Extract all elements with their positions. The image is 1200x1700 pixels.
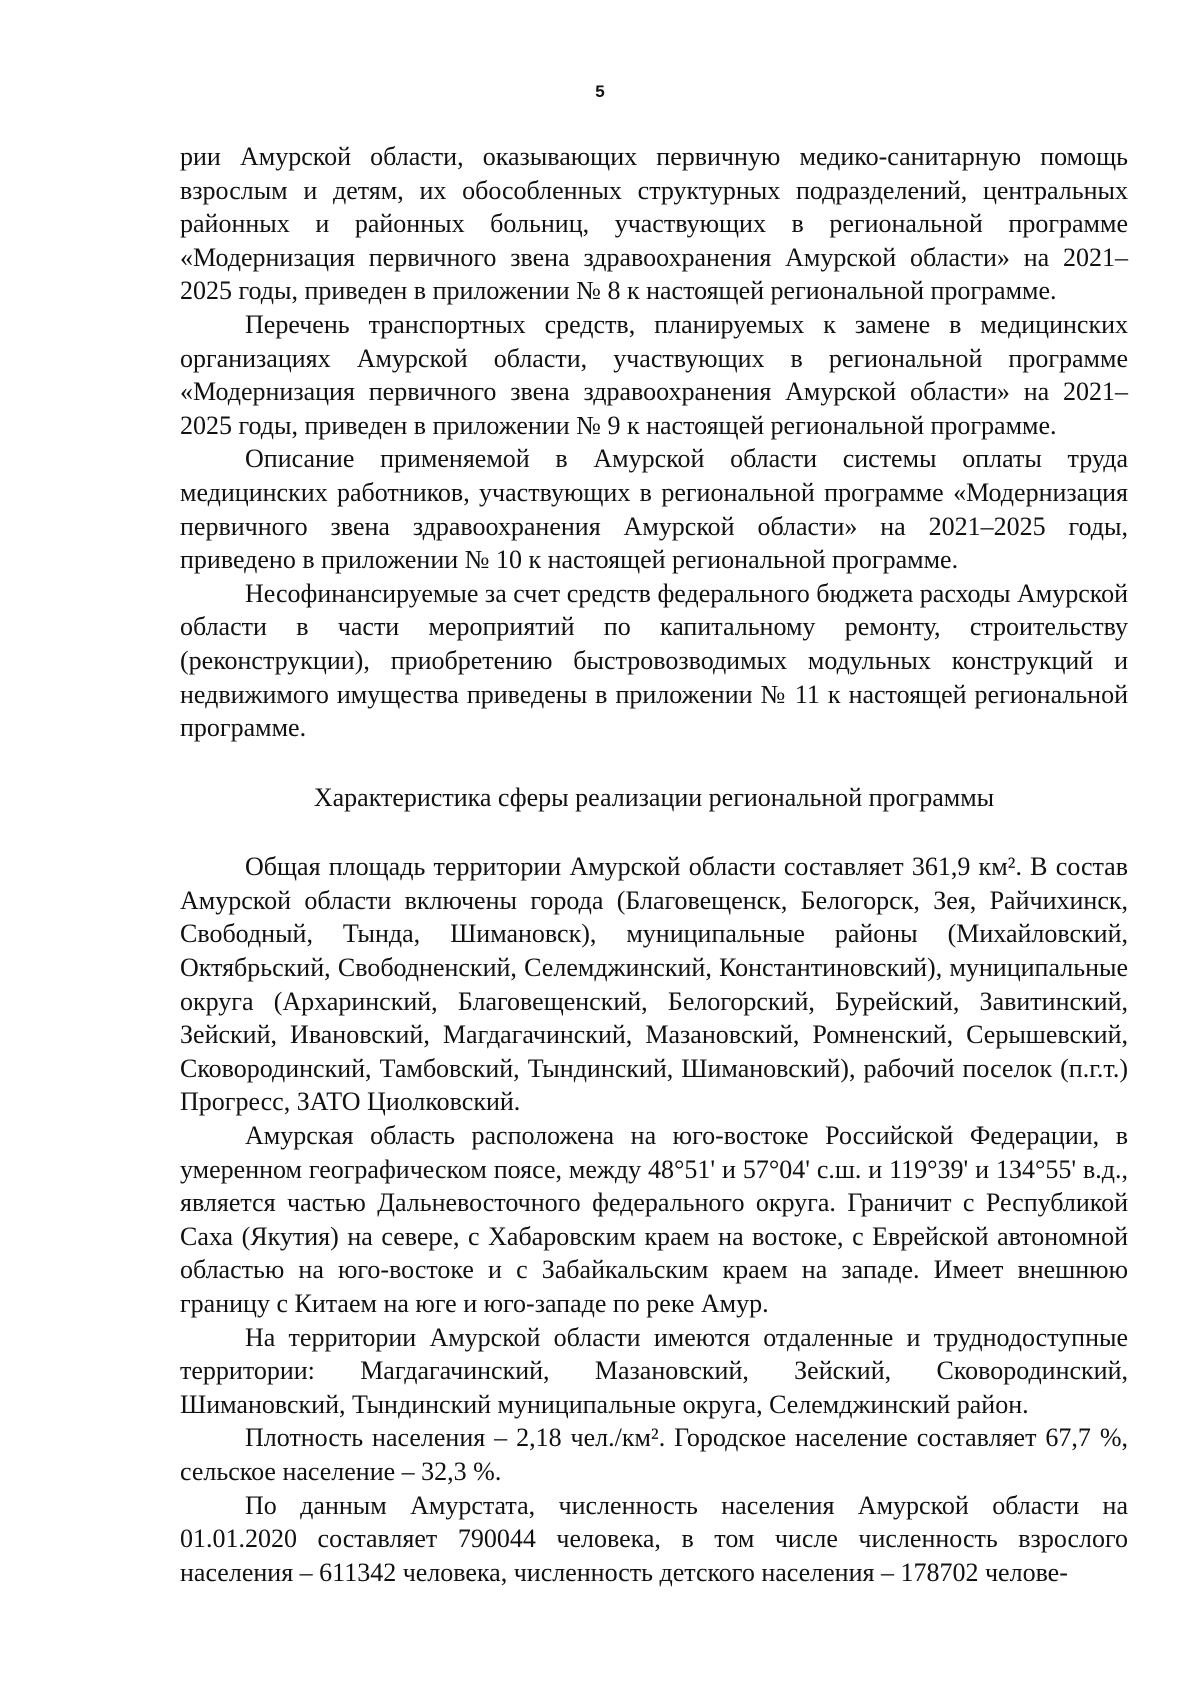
paragraph-territory: Общая площадь территории Амурской области составляет 361,9 км². В состав Амурской области включены города (Благовещенск, Белогорск, Зея, Райчихинск, Свободный, Тында, Шимановск), муниципальные районы (Михайловский, Октябрьский, Свободненский, Селемджинский, Константиновский), муниципальные округа (Архаринский, Благовещенский, Белогорский, Бурейский, Завитинский, Зейский, Ивановский, Магдагачинский, Мазановский, Ромненский, Серышевский, Сковородинский, Тамбовский, Тындинский, Шимановский), рабочий поселок (п.г.т.) Прогресс, ЗАТО Циолковский.	[180, 852, 1128, 1117]
paragraph-density: Плотность населения – 2,18 чел./км². Городское население составляет 67,7 %, сельское население – 32,3 %.	[180, 1423, 1128, 1486]
paragraph-continuation: рии Амурской области, оказывающих первичную медико-санитарную помощь взрослым и детям, их обособленных структурных подразделений, центральных районных и районных больниц, участвующих в региональной программе «Модернизация первичного звена здравоохранения Амурской области» на 2021–2025 годы, приведен в приложении № 8 к настоящей региональной программе.	[180, 142, 1128, 306]
paragraph-geography: Амурская область расположена на юго-востоке Российской Федерации, в умеренном географическом поясе, между 48°51' и 57°04' с.ш. и 119°39' и 134°55' в.д., является частью Дальневосточного федерального округа. Граничит с Республикой Саха (Якутия) на севере, с Хабаровским краем на востоке, с Еврейской автономной областью на юго-востоке и с Забайкальским краем на западе. Имеет внешнюю границу с Китаем на юге и юго-западе по реке Амур.	[180, 1121, 1128, 1318]
paragraph-population: По данным Амурстата, численность населения Амурской области на 01.01.2020 составляет 790044 человека, в том числе численность взрослого населения – 611342 человека, численность детского населения – 178702 челове-	[180, 1490, 1128, 1587]
section-heading: Характеристика сферы реализации региональной программы	[313, 782, 995, 812]
page-number: 5	[595, 82, 605, 101]
paragraph-transport-list: Перечень транспортных средств, планируемых к замене в медицинских организациях Амурской области, участвующих в региональной программе «Модернизация первичного звена здравоохранения Амурской области» на 2021–2025 годы, приведен в приложении № 9 к настоящей региональной программе.	[180, 309, 1128, 440]
document-body	[180, 140, 1128, 1589]
paragraph-payment-system: Описание применяемой в Амурской области системы оплаты труда медицинских работников, участвующих в региональной программе «Модернизация первичного звена здравоохранения Амурской области» на 2021–2025 годы, приведено в приложении № 10 к настоящей региональной программе.	[180, 444, 1128, 575]
paragraph-cofinancing: Несофинансируемые за счет средств федерального бюджета расходы Амурской области в части мероприятий по капитальному ремонту, строительству (реконструкции), приобретению быстровозводимых модульных конструкций и недвижимого имущества приведены в приложении № 11 к настоящей региональной программе.	[180, 578, 1128, 743]
paragraph-remote-areas: На территории Амурской области имеются отдаленные и труднодоступные территории: Магдагачинский, Мазановский, Зейский, Сковородинский, Шимановский, Тындинский муниципальные округа, Селемджинский район.	[180, 1322, 1128, 1419]
